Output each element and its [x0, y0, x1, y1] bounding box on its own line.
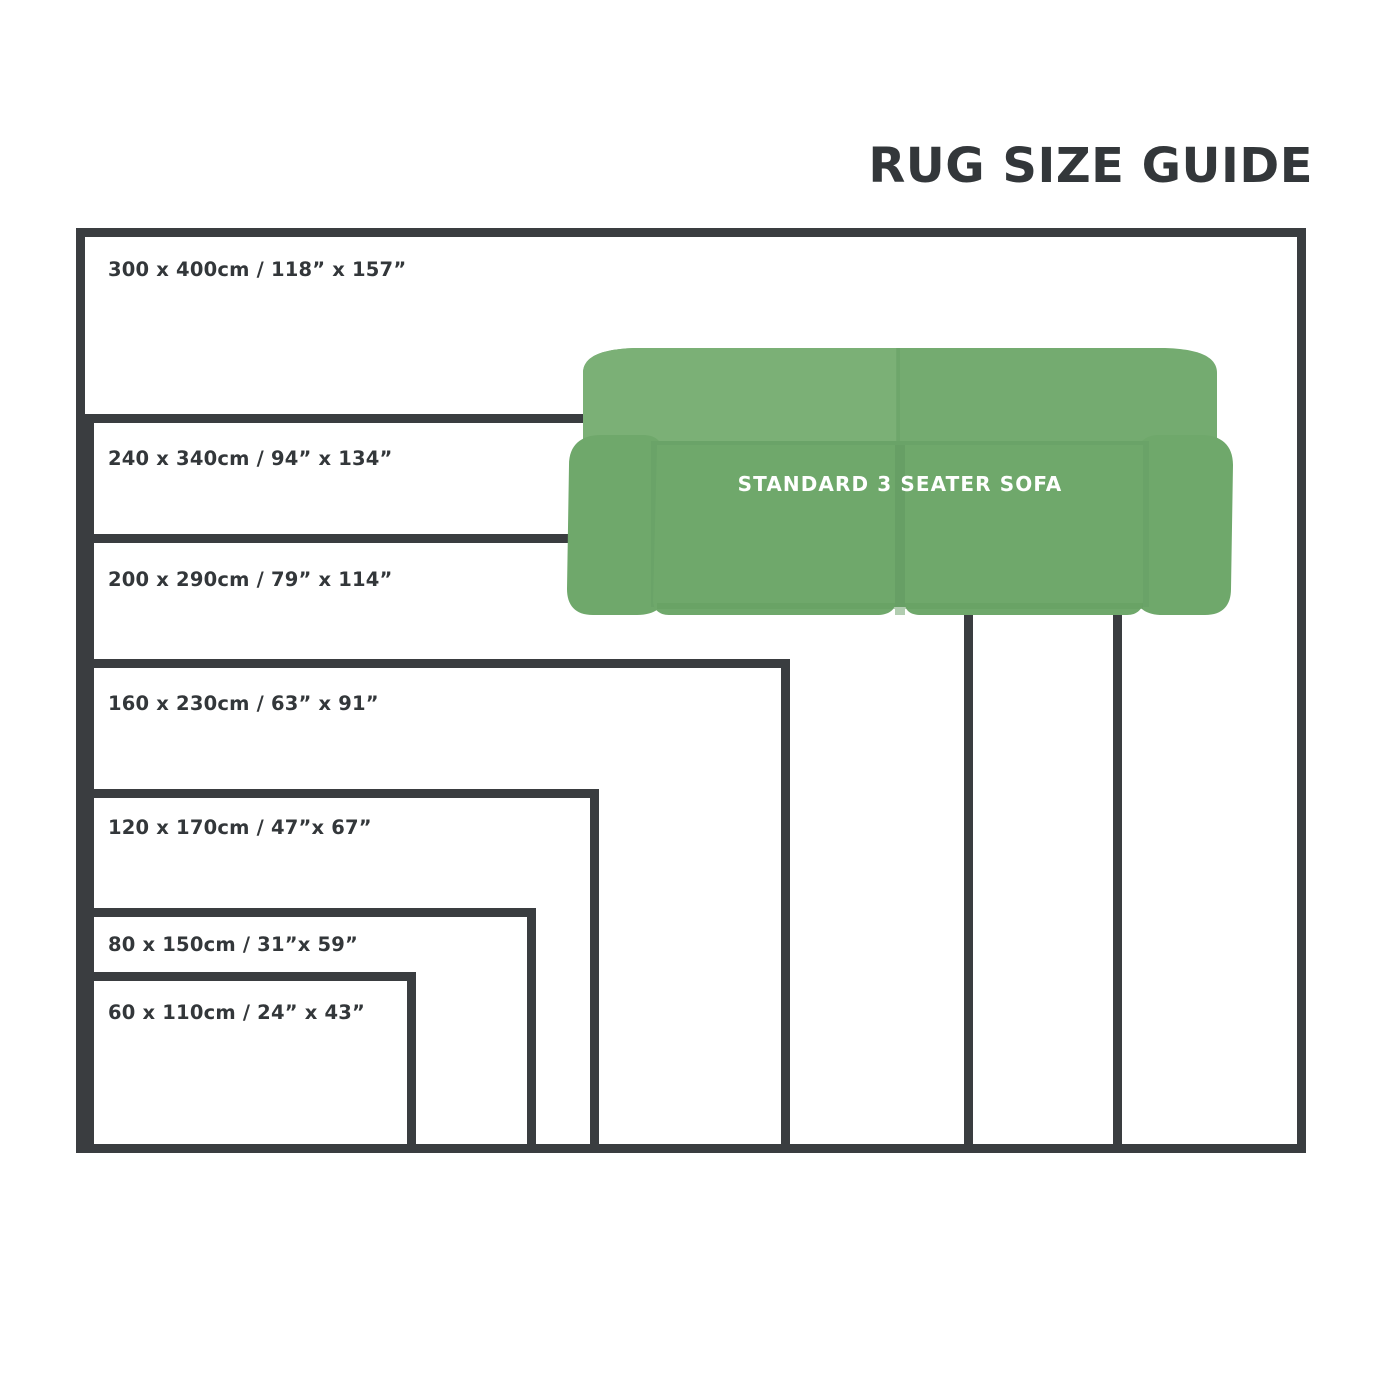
rug-label-240x340: 240 x 340cm / 94” x 134”	[108, 447, 393, 470]
page-title: RUG SIZE GUIDE	[868, 138, 1313, 194]
rug-label-200x290: 200 x 290cm / 79” x 114”	[108, 568, 393, 591]
rug-label-80x150: 80 x 150cm / 31”x 59”	[108, 933, 359, 956]
rug-rect-60x110	[85, 972, 416, 1153]
rug-label-120x170: 120 x 170cm / 47”x 67”	[108, 816, 372, 839]
rug-label-160x230: 160 x 230cm / 63” x 91”	[108, 692, 379, 715]
rug-label-60x110: 60 x 110cm / 24” x 43”	[108, 1001, 366, 1024]
rug-label-300x400: 300 x 400cm / 118” x 157”	[108, 258, 407, 281]
sofa-label: STANDARD 3 SEATER SOFA	[737, 472, 1063, 496]
